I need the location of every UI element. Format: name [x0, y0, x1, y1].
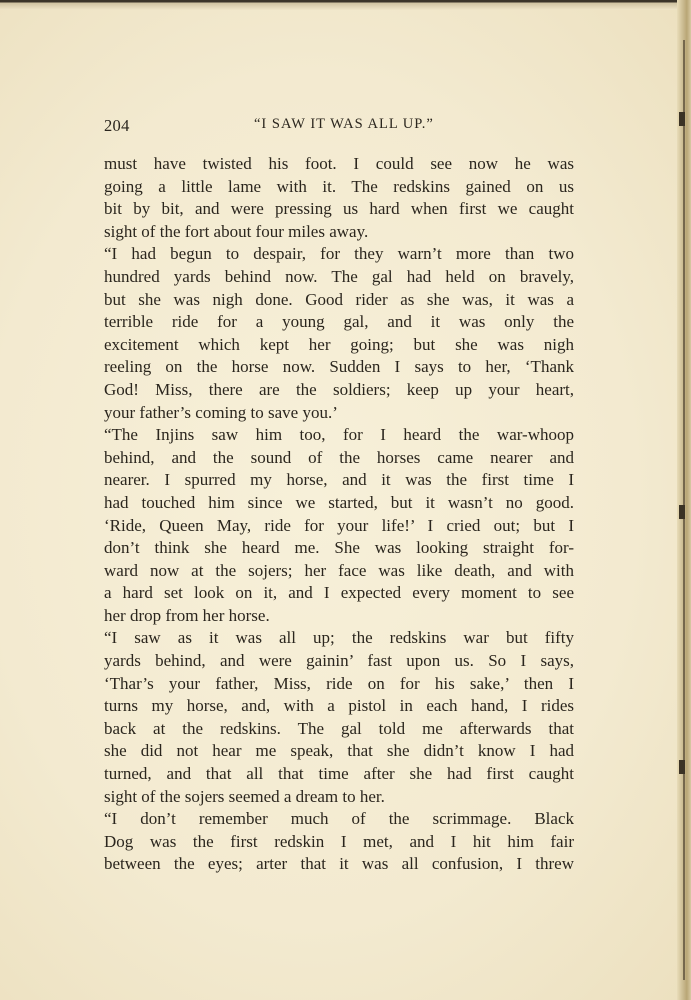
text-line: behind, and the sound of the horses came nearer and	[104, 447, 574, 467]
text-line: must have twisted his foot. I could see now he was	[104, 154, 574, 173]
text-line: had touched him since we started, but it wasn’t no good.	[104, 492, 574, 512]
text-line: hundred yards behind now. The gal had held on bravely,	[104, 266, 574, 286]
text-line: “I saw as it was all up; the redskins war but fifty	[104, 628, 574, 648]
text-line: turns my horse, and, with a pistol in each hand, I rides	[104, 696, 574, 716]
text-line: ‘Thar’s your father, Miss, ride on for his sake,’ then I	[104, 673, 574, 693]
text-line: “I had begun to despair, for they warn’t more than two	[104, 244, 574, 264]
edge-mark	[679, 505, 685, 519]
text-line: “I don’t remember much of the scrimmage. Black	[104, 809, 574, 829]
edge-mark	[679, 112, 685, 126]
edge-mark	[679, 760, 685, 774]
text-line: nearer. I spurred my horse, and it was the first time I	[104, 470, 574, 490]
text-line: but she was nigh done. Good rider as she was, it was a	[104, 289, 574, 309]
text-line: sight of the sojers seemed a dream to her.	[104, 786, 385, 806]
body-text	[104, 153, 574, 876]
page-number: 204	[104, 116, 130, 135]
text-line: sight of the fort about four miles away.	[104, 221, 369, 241]
text-line: a hard set look on it, and I expected every moment to see	[104, 583, 574, 603]
text-line: ward now at the sojers; her face was like death, and with	[104, 560, 574, 580]
text-line: yards behind, and were gainin’ fast upon us. So I says,	[104, 651, 574, 671]
text-line: terrible ride for a young gal, and it was only the	[104, 312, 574, 332]
text-line: going a little lame with it. The redskins gained on us	[104, 176, 574, 196]
text-line: God! Miss, there are the soldiers; keep up your heart,	[104, 379, 574, 399]
running-title: “I SAW IT WAS ALL UP.”	[254, 116, 434, 132]
text-line: her drop from her horse.	[104, 605, 270, 625]
text-line: don’t think she heard me. She was looking straight for-	[104, 538, 574, 558]
page-right-edge	[677, 0, 691, 1000]
page-top-edge	[0, 0, 691, 10]
text-line: turned, and that all that time after she had first caught	[104, 764, 574, 784]
text-line: she did not hear me speak, that she didn’t know I had	[104, 741, 574, 761]
text-line: reeling on the horse now. Sudden I says to her, ‘Thank	[104, 357, 574, 377]
text-line: your father’s coming to save you.’	[104, 402, 338, 422]
page-header	[104, 116, 574, 136]
text-line: Dog was the first redskin I met, and I hit him fair	[104, 831, 574, 851]
text-line: ‘Ride, Queen May, ride for your life!’ I cried out; but I	[104, 515, 574, 535]
text-line: bit by bit, and were pressing us hard when first we caught	[104, 199, 574, 219]
text-line: “The Injins saw him too, for I heard the war-whoop	[104, 425, 574, 445]
text-line: excitement which kept her going; but she was nigh	[104, 334, 574, 354]
text-line: between the eyes; arter that it was all confusion, I threw	[104, 854, 574, 874]
text-line: back at the redskins. The gal told me afterwards that	[104, 718, 574, 738]
